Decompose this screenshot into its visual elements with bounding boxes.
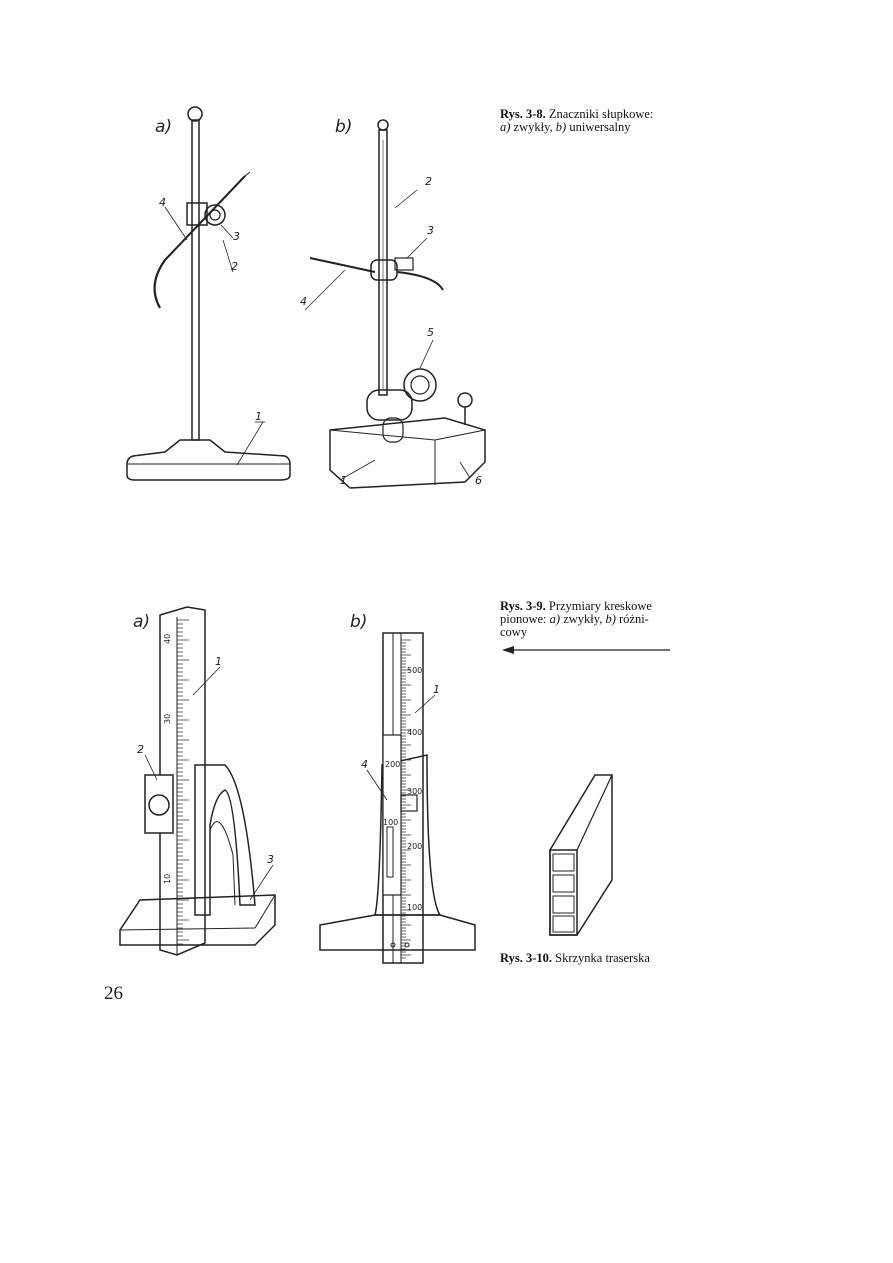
caption-3-10-number: Rys. 3-10. [500,951,552,965]
figure-3-10-marking-box [540,770,620,945]
caption-fig-3-8 [500,108,680,134]
fig38a-label-3: 3 [233,230,240,243]
fig39a-label-3: 3 [267,853,274,866]
fig39a-sub-label: a) [133,612,151,632]
fig39b-vernier-100: 100 [383,818,399,827]
caption-3-8-number: Rys. 3-8. [500,107,546,121]
caption-3-9-line3: cowy [500,625,528,639]
fig39a-label-1: 1 [215,655,222,668]
fig38a-label-1: 1 [255,410,262,423]
page-number: 26 [104,983,123,1004]
caption-3-10-title: Skrzynka traserska [555,951,650,965]
caption-3-8-b-text: uniwersalny [569,120,631,134]
fig38b-label-2: 2 [425,175,432,188]
fig39a-tick-30: 30 [163,713,172,724]
fig38a-sub-label: a) [155,117,173,137]
caption-3-9-title: Przymiary kreskowe [548,599,652,613]
caption-3-8-a-text: zwykły, [513,120,553,134]
left-arrow [500,643,675,657]
fig39b-vernier-200: 200 [385,760,401,769]
fig39b-label-1: 1 [433,683,440,696]
fig39b-tick-300: 300 [407,787,423,796]
fig38b-label-1: 1 [340,474,347,487]
caption-fig-3-9 [500,600,680,639]
fig39b-tick-400: 400 [407,728,423,737]
fig39b-sub-label: b) [350,612,368,632]
fig38a-label-4: 4 [159,196,166,209]
fig39a-label-2: 2 [137,743,144,756]
caption-3-9-a-text: zwykły, [563,612,603,626]
fig39b-tick-100: 100 [407,903,423,912]
fig38b-label-6: 6 [475,474,482,487]
figure-3-9b-differential-height-gauge [315,595,490,975]
fig38b-label-3: 3 [427,224,434,237]
caption-fig-3-10 [500,952,680,965]
figure-3-8a-surface-gauge [115,100,300,495]
caption-3-8-title: Znaczniki słupkowe: [548,107,654,121]
figure-3-9a-height-gauge [115,595,290,975]
figure-3-8b-universal-surface-gauge [295,100,495,495]
caption-3-8-b-letter: b) [555,120,567,134]
fig38b-label-4: 4 [300,295,307,308]
fig39b-label-4: 4 [361,758,368,771]
caption-3-9-b-letter: b) [605,612,616,626]
fig39b-tick-200: 200 [407,842,423,851]
caption-3-9-line2: pionowe: [500,612,547,626]
caption-3-8-a-letter: a) [500,120,511,134]
caption-3-9-a-letter: a) [549,612,561,626]
caption-3-9-number: Rys. 3-9. [500,599,546,613]
fig38b-sub-label: b) [335,117,353,137]
fig38b-label-5: 5 [427,326,434,339]
caption-3-9-b-text: różni- [619,612,649,626]
fig38a-label-2: 2 [231,260,238,273]
fig39b-tick-500: 500 [407,666,423,675]
fig39a-tick-10: 10 [163,873,172,884]
fig39a-tick-40: 40 [163,633,172,644]
